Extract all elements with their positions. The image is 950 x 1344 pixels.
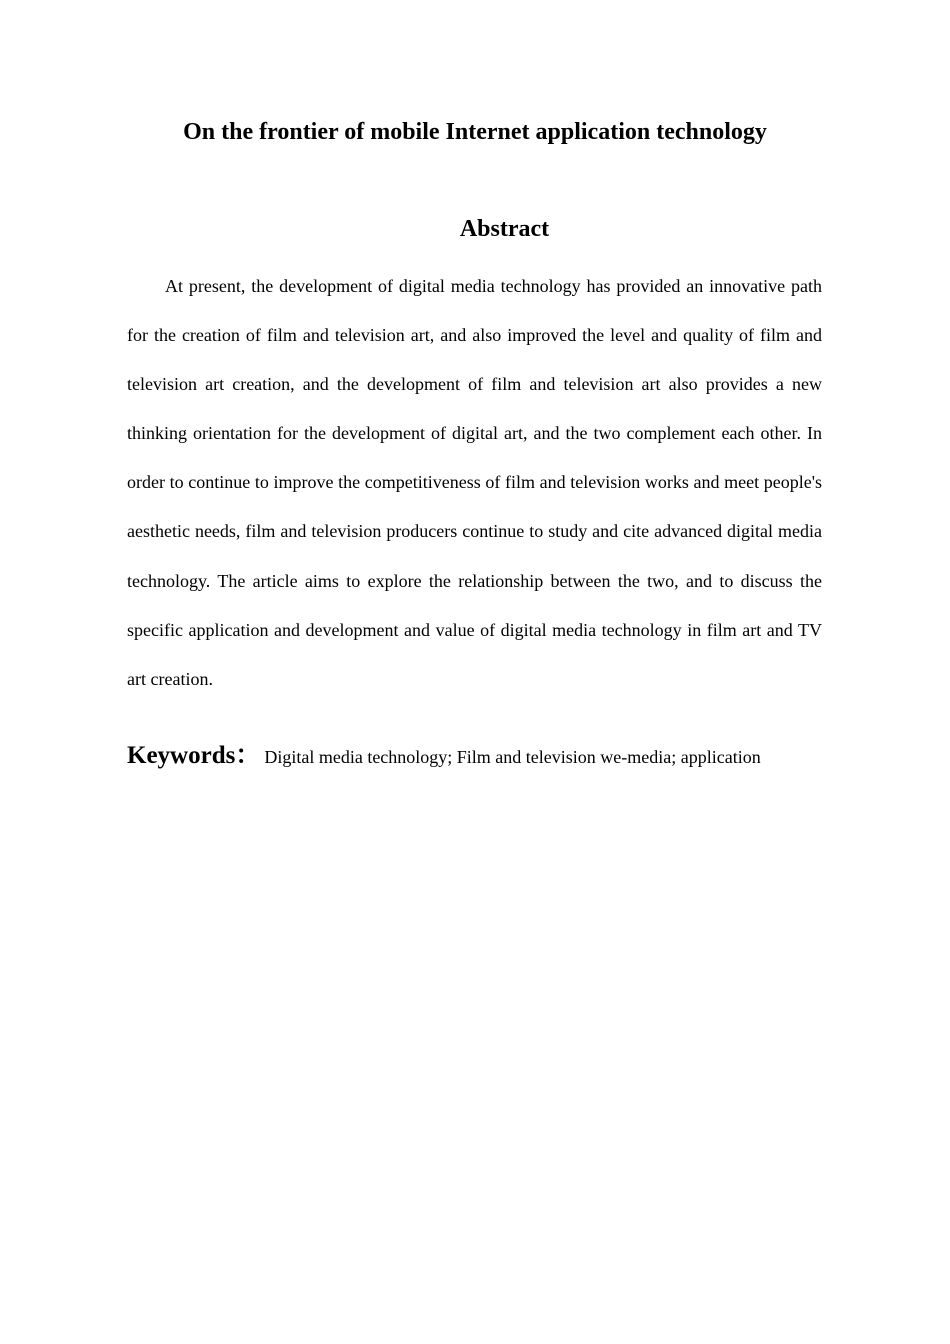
- abstract-heading: Abstract: [459, 216, 550, 242]
- abstract-paragraph: At present, the development of digital media technology has provided an innovative path for the creation of film and television art, and also improved the level and quality of film and television art creation, and the development of film and television art also provides a new thinking orientation for the development of digital art, and the two complement each other. In order to continue to improve the competitiveness of film and television works and meet people's aesthetic needs, film and television producers continue to study and cite advanced digital media technology. The article aims to explore the relationship between the two, and to discuss the specific application and development and value of digital media technology in film art and TV art creation.: [127, 276, 822, 689]
- keywords-line: [127, 736, 887, 779]
- keywords-text: Digital media technology; Film and television we-media; application: [264, 747, 761, 767]
- keywords-separator: ：: [235, 742, 261, 769]
- keywords-label: Keywords: [127, 742, 236, 769]
- document-title: On the frontier of mobile Internet application technology: [183, 119, 767, 145]
